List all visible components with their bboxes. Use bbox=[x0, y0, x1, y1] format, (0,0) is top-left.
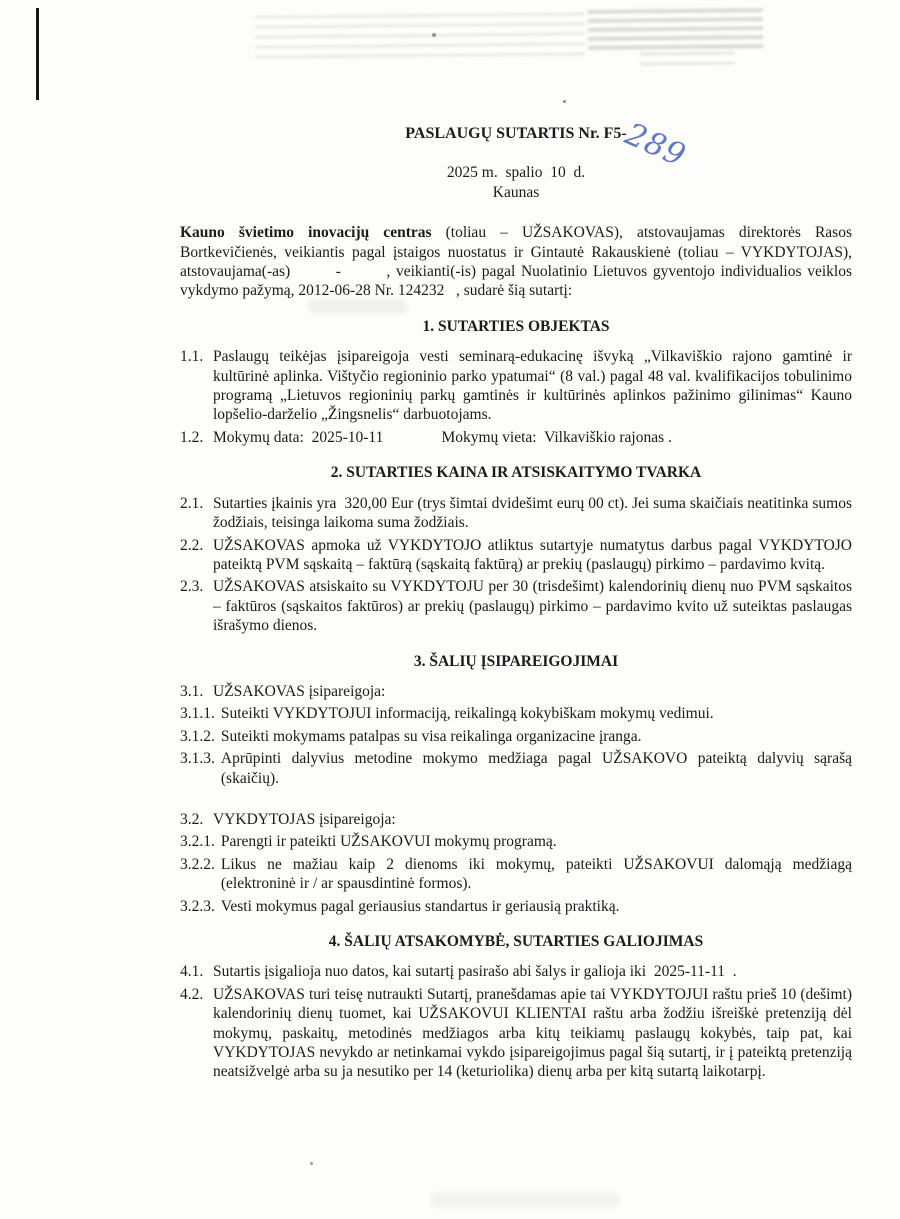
clause-number: 1.2. bbox=[180, 428, 204, 446]
handwritten-contract-number: 289 bbox=[619, 116, 692, 175]
contract-clause bbox=[180, 682, 852, 701]
scan-smudge bbox=[430, 1192, 620, 1208]
sections-container bbox=[180, 317, 856, 1082]
contract-clause bbox=[180, 577, 856, 635]
contract-clause bbox=[180, 832, 852, 851]
contract-section bbox=[180, 463, 856, 635]
contract-clause bbox=[180, 428, 852, 447]
clause-text: UŽSAKOVAS apmoka už VYKDYTOJO atliktus sutartyje numatytus darbus pagal VYKDYTOJO pateiktą PVM sąskaitą – faktūrą (sąskaitą faktūrą) ar prekių (paslaugų) pirkimo – pardavimo kvitą. bbox=[213, 536, 856, 573]
bleed-through-artifact bbox=[588, 8, 763, 50]
clause-text: Paslaugų teikėjas įsipareigoja vesti seminarą-edukacinę išvyką „Vilkaviškio rajono gamtinė ir kultūrinė aplinka. Vištyčio regioninio parko ypatumai“ (8 val.) pagal 48 val. kvalifikacijos tobulinimo programą „Lietuvos regioninių parkų gamtinės ir kultūrinės aplinkos pažinimo gilinimas“ Kauno lopšelio-darželio „Žingsnelis“ darbuotojams. bbox=[213, 348, 856, 424]
document-city: Kaunas bbox=[492, 183, 540, 201]
clause-number: 3.1.1. bbox=[180, 705, 215, 723]
document-date: 2025 m. spalio 10 d. bbox=[446, 164, 586, 182]
contract-clause bbox=[180, 897, 852, 916]
clause-number: 2.2. bbox=[180, 536, 204, 554]
contract-clause bbox=[180, 704, 852, 723]
clause-text: Mokymų data: 2025-10-11 Mokymų vieta: Vilkaviškio rajonas . bbox=[213, 428, 672, 446]
contract-clause bbox=[180, 347, 856, 425]
clause-text: Likus ne mažiau kaip 2 dienoms iki mokymų, pateikti UŽSAKOVUI dalomąją medžiagą (elektroninė ir / ar spausdintinė formos). bbox=[220, 855, 856, 893]
contract-section bbox=[180, 652, 856, 916]
section-items bbox=[180, 682, 856, 916]
bleed-through-artifact bbox=[255, 12, 585, 59]
scan-speck bbox=[310, 1162, 313, 1165]
clause-text: VYKDYTOJAS įsipareigoja: bbox=[213, 810, 396, 828]
clause-text: Parengti ir pateikti UŽSAKOVUI mokymų programą. bbox=[220, 833, 557, 851]
contract-clause bbox=[180, 855, 856, 894]
scan-speck bbox=[563, 100, 566, 103]
bleed-through-artifact bbox=[640, 52, 735, 67]
clause-number: 3.2.1. bbox=[180, 833, 215, 851]
clause-text: UŽSAKOVAS turi teisę nutraukti Sutartį, pranešdamas apie tai VYKDYTOJUI raštu prieš 10 (dešimt) kalendorinių dienų tuomet, kai UŽSAKOVUI KLIENTAI raštu arba žodžiu išreiškė pretenziją dėl mokymų, paskaitų, metodinės medžiagos arba kitų teikiamų paslaugų kokybės, taip pat, kai VYKDYTOJAS nevykdo ar netinkamai vykdo įsipareigojimus pagal šią sutartį, ir į pateiktą pretenziją neatsižvelgė arba su ja nesutiko per 14 (keturiolika) dienų arba per kitą sutartą laikotarpį. bbox=[213, 985, 856, 1081]
section-items bbox=[180, 347, 856, 447]
contract-clause bbox=[180, 494, 856, 533]
clause-text: UŽSAKOVAS atsiskaito su VYKDYTOJU per 30 (trisdešimt) kalendorinių dienų nuo PVM sąskaitos – faktūros (sąskaitos faktūros) ar prekių (paslaugų) pirkimo – pardavimo kvito už suteiktas paslaugas išrašymo dienos. bbox=[213, 578, 856, 635]
contract-clause bbox=[180, 810, 852, 829]
intro-paragraph bbox=[180, 223, 856, 301]
clause-text: Suteikti mokymams patalpas su visa reikalinga organizacine įranga. bbox=[220, 727, 642, 745]
clause-text: Sutartis įsigalioja nuo datos, kai sutartį pasirašo abi šalys ir galioja iki 2025-11-11 . bbox=[213, 963, 737, 981]
contract-clause bbox=[180, 749, 856, 788]
contract-clause bbox=[180, 536, 856, 575]
clause-number: 4.2. bbox=[180, 985, 204, 1003]
clause-text: Aprūpinti dalyvius metodine mokymo medžiaga pagal UŽSAKOVO pateiktą dalyvių sąrašą (skaičių). bbox=[220, 750, 856, 787]
clause-number: 3.2. bbox=[180, 810, 204, 828]
section-items bbox=[180, 494, 856, 636]
party-name-bold: Kauno švietimo inovacijų centras bbox=[180, 224, 432, 242]
section-heading: 3. ŠALIŲ ĮSIPAREIGOJIMAI bbox=[413, 652, 619, 670]
document-body bbox=[180, 116, 856, 1085]
clause-number: 3.2.3. bbox=[180, 897, 215, 915]
clause-text: Suteikti VYKDYTOJUI informaciją, reikalingą kokybiškam mokymų vedimui. bbox=[220, 705, 714, 723]
contract-clause bbox=[180, 727, 852, 746]
clause-number: 2.3. bbox=[180, 578, 204, 596]
contract-section bbox=[180, 317, 856, 447]
scan-edge-line bbox=[36, 8, 39, 100]
section-heading: 1. SUTARTIES OBJEKTAS bbox=[422, 317, 610, 335]
clause-number: 3.1.2. bbox=[180, 727, 215, 745]
section-heading: 2. SUTARTIES KAINA IR ATSISKAITYMO TVARKA bbox=[330, 464, 702, 482]
section-heading: 4. ŠALIŲ ATSAKOMYBĖ, SUTARTIES GALIOJIMAS bbox=[328, 933, 704, 950]
clause-number: 4.1. bbox=[180, 963, 204, 981]
clause-number: 3.1.3. bbox=[180, 750, 215, 768]
clause-text: Sutarties įkainis yra 320,00 Eur (trys šimtai dvidešimt eurų 00 ct). Jei suma skaičiais neatitinka sumos žodžiais, teisinga laikoma suma žodžiais. bbox=[213, 494, 856, 532]
clause-number: 3.2.2. bbox=[180, 855, 215, 873]
contract-clause bbox=[180, 962, 852, 981]
clause-number: 1.1. bbox=[180, 348, 204, 366]
clause-number: 2.1. bbox=[180, 494, 204, 512]
scan-speck bbox=[432, 33, 436, 37]
section-items bbox=[180, 962, 856, 1081]
document-title: PASLAUGŲ SUTARTIS Nr. F5- bbox=[405, 125, 627, 142]
intro-text: (toliau – UŽSAKOVAS), atstovaujamas direktorės Rasos Bortkevičienės, veikiantis pagal įstaigos nuostatus ir Gintautė Rakauskienė (toliau – VYKDYTOJAS), atstovaujama(-as) - , veikianti(-is) pagal Nuolatinio Lietuvos gyventojo individualios veiklos vykdymo pažymą, 2012-06-28 Nr. 124232 , sudarė šią sutartį: bbox=[180, 224, 856, 300]
clause-number: 3.1. bbox=[180, 682, 204, 700]
clause-text: UŽSAKOVAS įsipareigoja: bbox=[213, 682, 386, 700]
clause-text: Vesti mokymus pagal geriausius standartus ir geriausią praktiką. bbox=[220, 897, 620, 915]
contract-clause bbox=[180, 985, 856, 1082]
contract-section bbox=[180, 932, 856, 1082]
